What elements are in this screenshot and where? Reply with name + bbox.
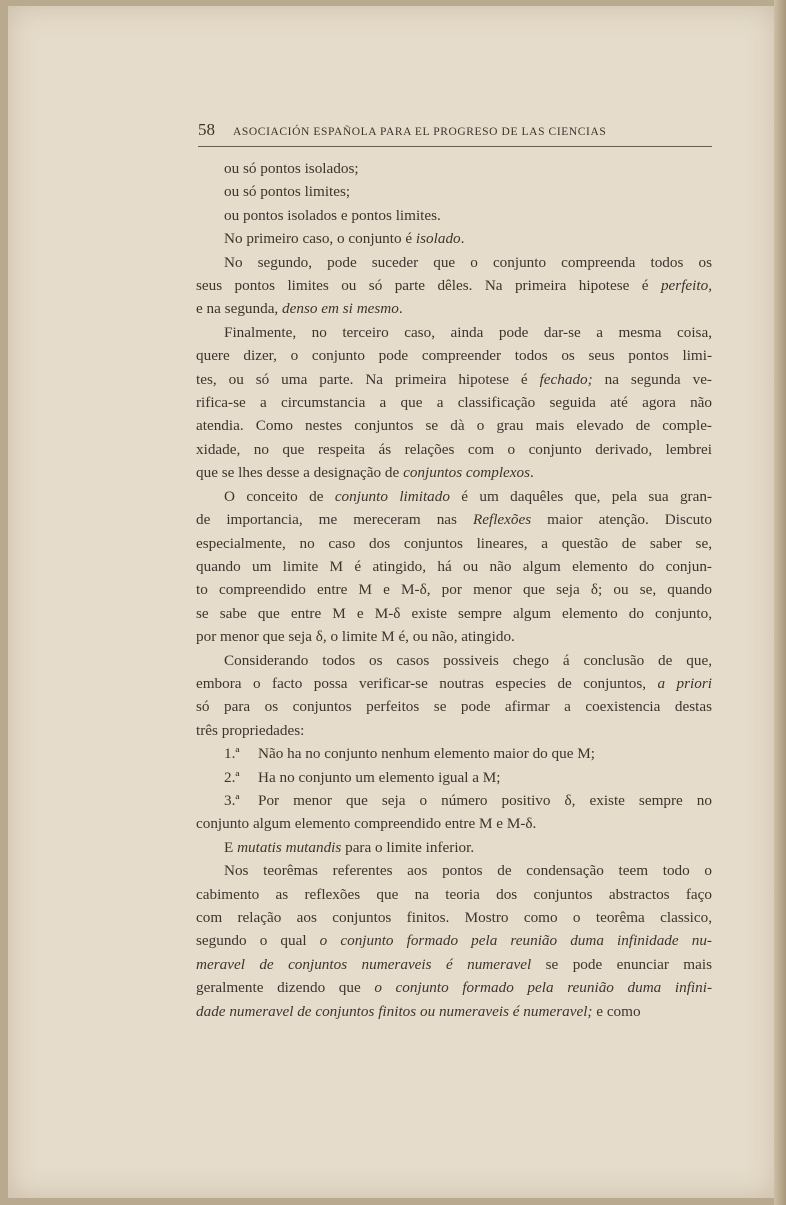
text-line: que se lhes desse a designação de conjuntos complexos. xyxy=(196,464,534,482)
text-line: cabimento as reflexões que na teoria dos conjuntos abstractos faço xyxy=(196,885,712,903)
header-title: ASOCIACIÓN ESPAÑOLA PARA EL PROGRESO DE LAS CIENCIAS xyxy=(233,126,607,138)
text-line: geralmente dizendo que o conjunto formado pela reunião duma infini- xyxy=(196,979,713,997)
text-line: atendia. Como nestes conjuntos se dà o grau mais elevado de comple- xyxy=(196,417,712,435)
text-line: meravel de conjuntos numeraveis é numeravel se pode enunciar mais xyxy=(196,955,712,973)
text-line: segundo o qual o conjunto formado pela reunião duma infinidade nu- xyxy=(196,932,712,950)
text-line: seus pontos limites ou só parte dêles. Na primeira hipotese é perfeito, xyxy=(196,277,712,295)
text-line: rifica-se a circumstancia a que a classificação seguida até agora não xyxy=(196,394,712,412)
text-line xyxy=(196,742,712,765)
list-item-text: Ha no conjunto um elemento igual a M; xyxy=(258,768,501,786)
text-line: Nos teorêmas referentes aos pontos de condensação teem todo o xyxy=(224,862,712,880)
page-number: 58 xyxy=(198,120,215,139)
text-line: quando um limite M é atingido, há ou não algum elemento do conjun- xyxy=(196,557,712,575)
body-text xyxy=(196,157,712,1023)
text-line: se sabe que entre M e M-δ existe sempre algum elemento do conjunto, xyxy=(196,604,712,622)
text-line: e na segunda, denso em si mesmo. xyxy=(196,300,403,318)
text-line: No primeiro caso, o conjunto é isolado. xyxy=(224,230,465,248)
text-line: por menor que seja δ, o limite M é, ou não, atingido. xyxy=(196,628,515,646)
text-line: embora o facto possa verificar-se noutras especies de conjuntos, a priori xyxy=(196,674,712,692)
text-line: com relação aos conjuntos finitos. Mostro como o teorêma classico, xyxy=(196,909,712,926)
text-line: só para os conjuntos perfeitos se pode afirmar a coexistencia destas xyxy=(196,698,712,716)
text-line: conjunto algum elemento compreendido entre M e M-δ. xyxy=(196,815,537,833)
list-item-text: Não ha no conjunto nenhum elemento maior do que M; xyxy=(258,745,596,763)
text-line: quere dizer, o conjunto pode compreender todos os seus pontos limi- xyxy=(196,347,712,365)
text-line: O conceito de conjunto limitado é um daquêles que, pela sua gran- xyxy=(224,487,713,505)
text-line: Finalmente, no terceiro caso, ainda pode dar-se a mesma coisa, xyxy=(224,323,712,341)
list-number: 2.ª xyxy=(224,768,240,786)
text-line: ou pontos isolados e pontos limites. xyxy=(224,206,441,224)
text-line: tes, ou só uma parte. Na primeira hipotese é fechado; na segunda ve- xyxy=(196,370,712,388)
text-line: E mutatis mutandis para o limite inferior. xyxy=(224,838,475,856)
text-line: ou só pontos isolados; xyxy=(224,160,359,177)
text-line: especialmente, no caso dos conjuntos lineares, a questão de saber se, xyxy=(196,534,712,552)
text-line xyxy=(196,766,712,789)
text-line: ou só pontos limites; xyxy=(224,183,351,201)
text-line: No segundo, pode suceder que o conjunto compreenda todos os xyxy=(224,253,712,271)
list-number: 1.ª xyxy=(224,745,240,763)
list-item-text: Por menor que seja o número positivo δ, existe sempre no xyxy=(258,791,712,809)
text-line xyxy=(196,789,712,812)
text-line: dade numeravel de conjuntos finitos ou numeraveis é numeravel; e como xyxy=(196,1002,641,1020)
text-line: de importancia, me mereceram nas Reflexões maior atenção. Discuto xyxy=(196,511,712,529)
running-head xyxy=(198,120,712,147)
text-line: to compreendido entre M e M-δ, por menor que seja δ; ou se, quando xyxy=(196,581,712,599)
text-line: xidade, no que respeita ás relações com o conjunto derivado, lembrei xyxy=(196,440,712,458)
page-edge xyxy=(774,0,786,1205)
text-line: três propriedades: xyxy=(196,721,305,739)
text-line: Considerando todos os casos possiveis chego á conclusão de que, xyxy=(224,651,712,669)
list-number: 3.ª xyxy=(224,791,240,809)
